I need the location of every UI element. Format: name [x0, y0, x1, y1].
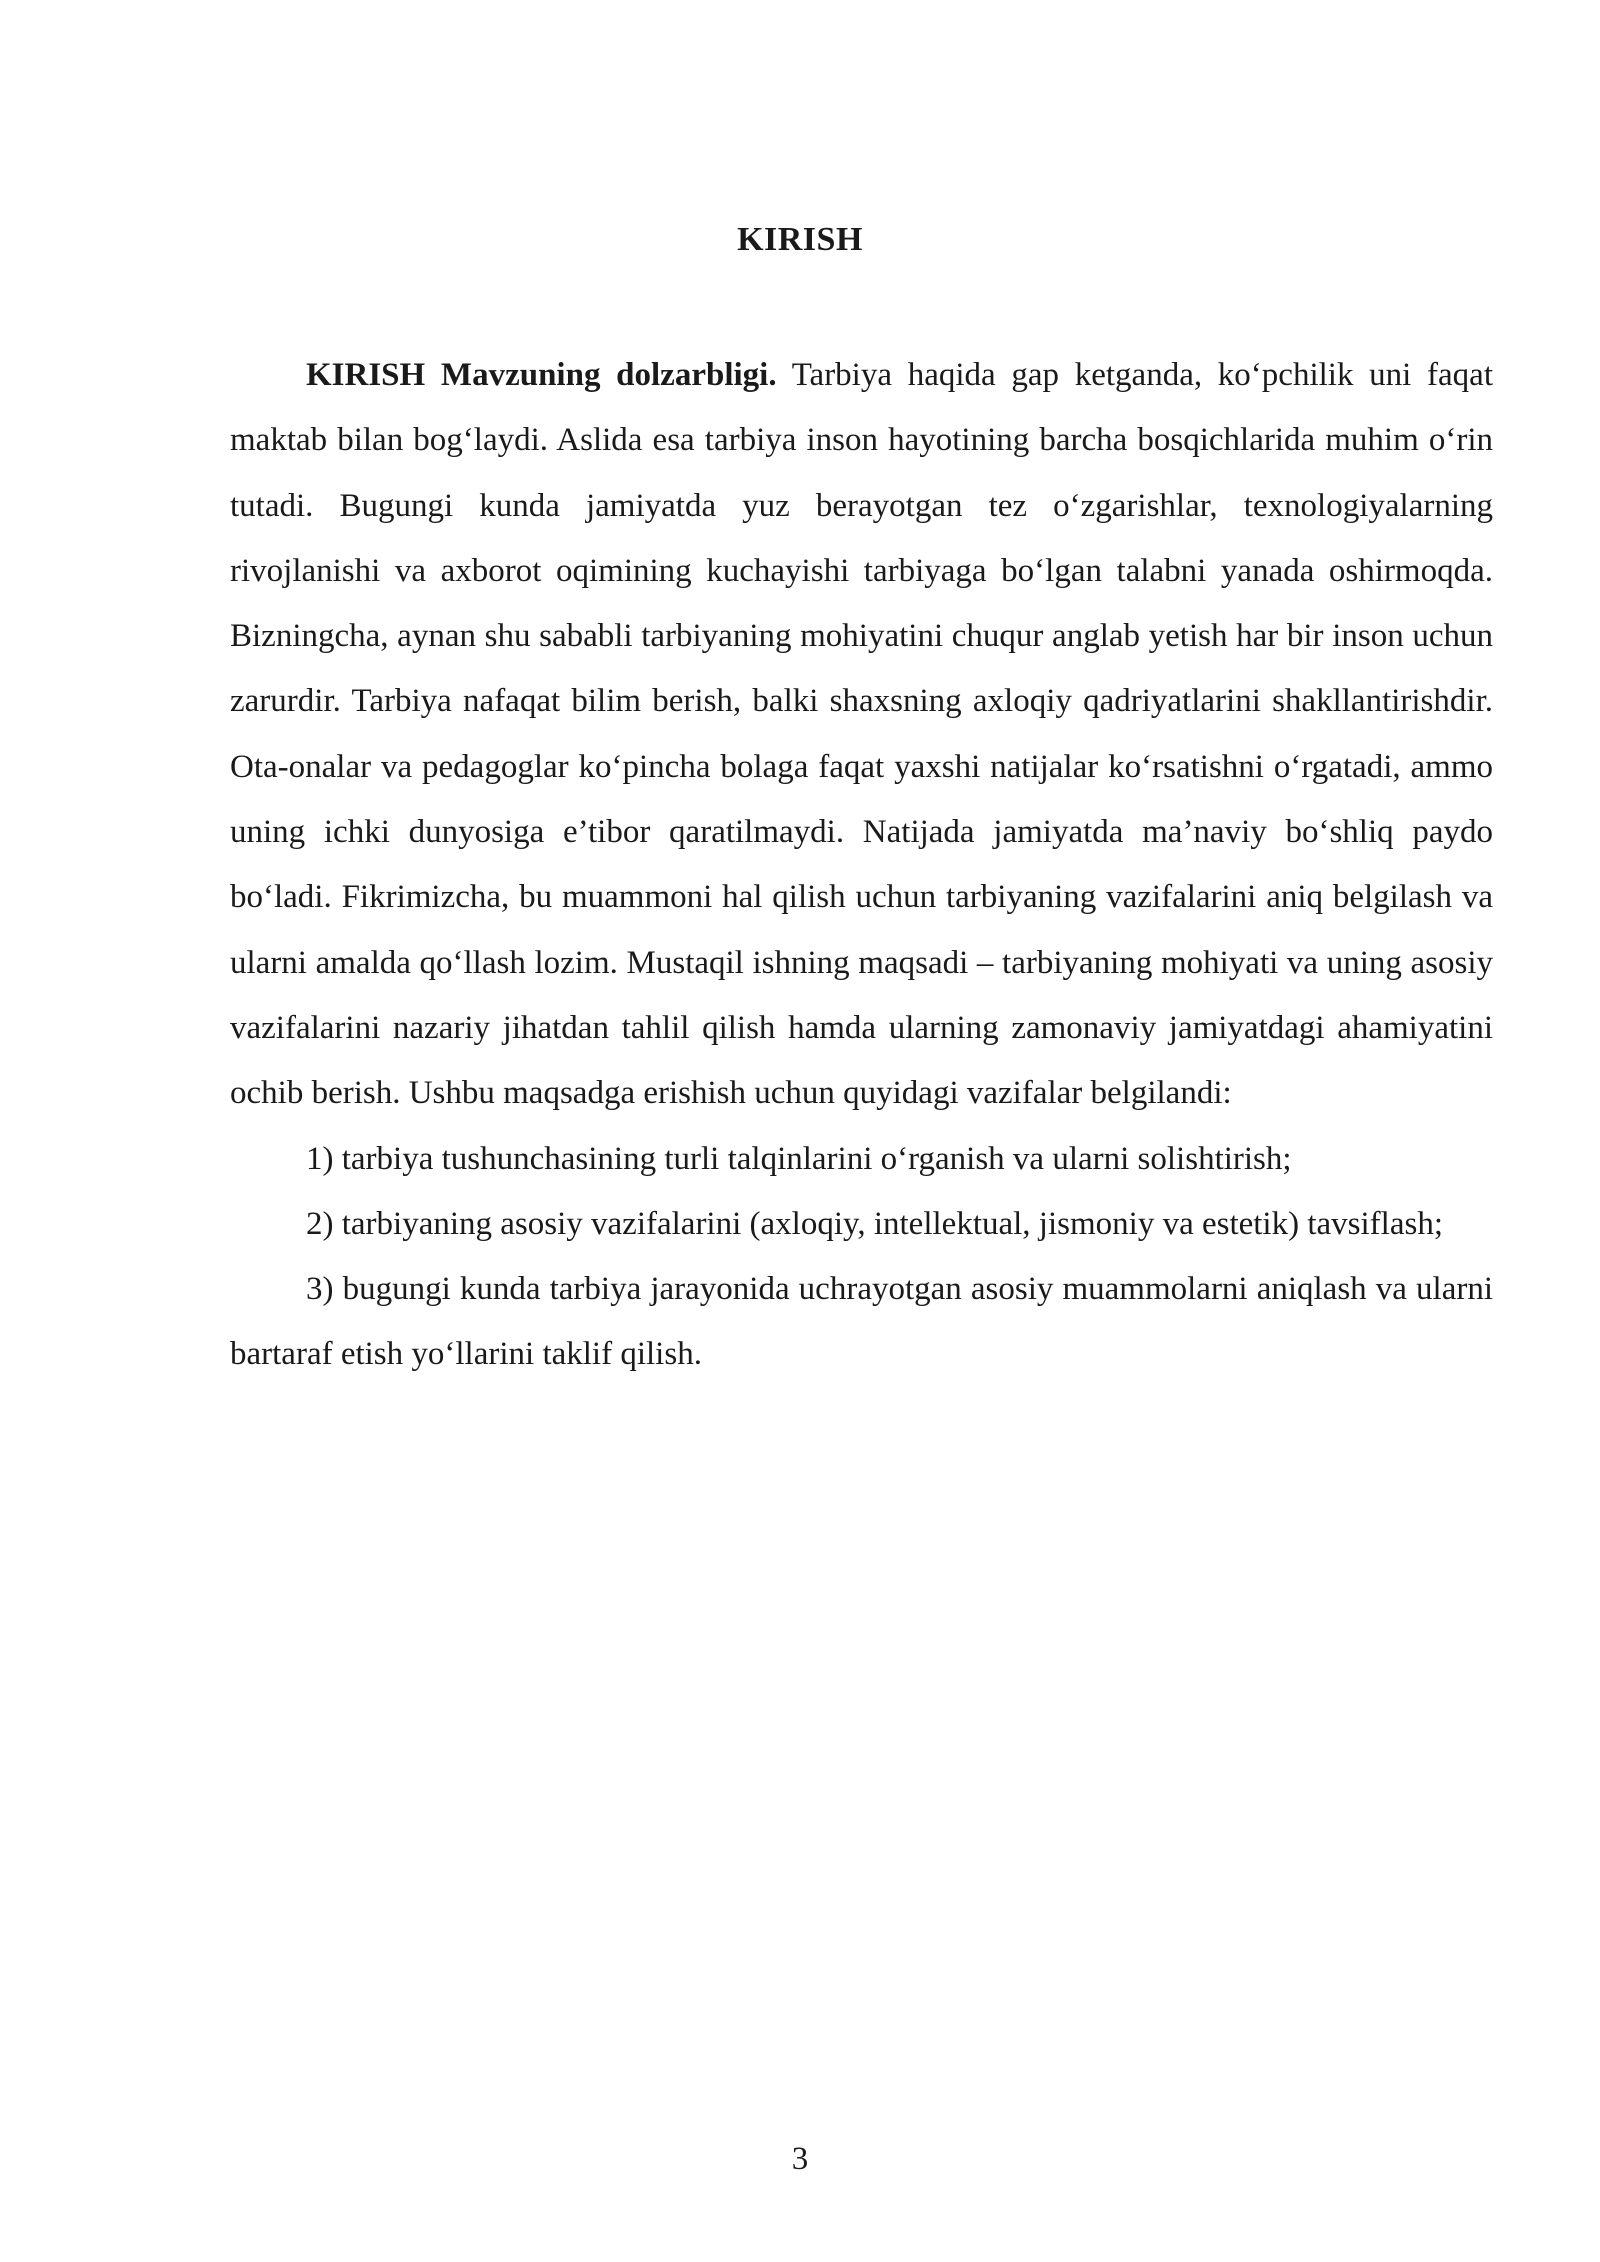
- task-item-1: 1) tarbiya tushunchasining turli talqinlarini o‘rganish va ularni solishtirish;: [306, 1140, 1292, 1177]
- intro-text: Tarbiya haqida gap ketganda, ko‘pchilik uni faqat maktab bilan bog‘laydi. Aslida esa tarbiya inson hayotining barcha bosqichlarida muhim o‘rin tutadi. Bugungi kunda jamiyatda yuz berayotgan tez o‘zgarishlar, texnologiyalarning rivojlanishi va axborot oqimining kuchayishi tarbiyaga bo‘lgan talabni yanada oshirmoqda. Bizningcha, aynan shu sababli tarbiyaning mohiyatini chuqur anglab yetish har bir inson uchun zarurdir. Tarbiya nafaqat bilim berish, balki shaxsning axloqiy qadriyatlarini shakllantirishdir. Ota-onalar va pedagoglar ko‘pincha bolaga faqat yaxshi natijalar ko‘rsatishni o‘rgatadi, ammo uning ichki dunyosiga e’tibor qaratilmaydi. Natijada jamiyatda ma’naviy bo‘shliq paydo bo‘ladi. Fikrimizcha, bu muammoni hal qilish uchun tarbiyaning vazifalarini aniq belgilash va ularni amalda qo‘llash lozim. Mustaqil ishning maqsadi – tarbiyaning mohiyati va uning asosiy vazifalarini nazariy jihatdan tahlil qilish hamda ularning zamonaviy jamiyatdagi ahamiyatini ochib berish. Ushbu maqsadga erishish uchun quyidagi vazifalar belgilandi:: [230, 357, 1493, 1112]
- body-text: [230, 343, 1493, 1388]
- intro-paragraph: [230, 343, 1493, 1127]
- intro-lead: KIRISH Mavzuning dolzarbligi.: [306, 357, 777, 393]
- page-title: KIRISH: [737, 221, 863, 258]
- page-number: 3: [791, 2141, 809, 2177]
- task-item-3: 3) bugungi kunda tarbiya jarayonida uchrayotgan asosiy muammolarni aniqlash va ularni bartaraf etish yo‘llarini taklif qilish.: [230, 1271, 1493, 1373]
- task-item-2: 2) tarbiyaning asosiy vazifalarini (axloqiy, intellektual, jismoniy va estetik) tavsiflash;: [306, 1205, 1443, 1242]
